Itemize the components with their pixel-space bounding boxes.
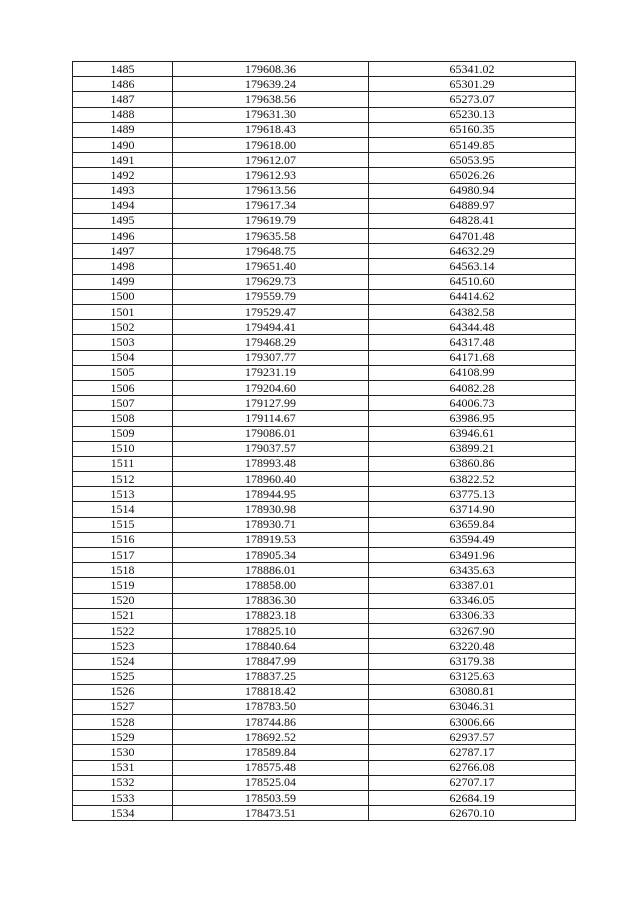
y-coordinate-cell: 63775.13	[369, 487, 576, 502]
x-coordinate-cell: 179639.24	[173, 77, 369, 92]
x-coordinate-cell: 179559.79	[173, 289, 369, 304]
y-coordinate-cell: 64344.48	[369, 320, 576, 335]
y-coordinate-cell: 63435.63	[369, 563, 576, 578]
table-row	[73, 472, 576, 487]
table-row	[73, 213, 576, 228]
y-coordinate-cell: 63822.52	[369, 472, 576, 487]
x-coordinate-cell: 179629.73	[173, 274, 369, 289]
y-coordinate-cell: 63860.86	[369, 456, 576, 471]
point-number-cell: 1516	[73, 532, 173, 547]
y-coordinate-cell: 63387.01	[369, 578, 576, 593]
table-row	[73, 791, 576, 806]
x-coordinate-cell: 179204.60	[173, 380, 369, 395]
x-coordinate-cell: 179613.56	[173, 183, 369, 198]
x-coordinate-cell: 179638.56	[173, 92, 369, 107]
y-coordinate-cell: 63346.05	[369, 593, 576, 608]
point-number-cell: 1495	[73, 213, 173, 228]
x-coordinate-cell: 178858.00	[173, 578, 369, 593]
x-coordinate-cell: 178905.34	[173, 548, 369, 563]
point-number-cell: 1485	[73, 62, 173, 77]
y-coordinate-cell: 62787.17	[369, 745, 576, 760]
y-coordinate-cell: 65230.13	[369, 107, 576, 122]
y-coordinate-cell: 63899.21	[369, 441, 576, 456]
x-coordinate-cell: 178823.18	[173, 608, 369, 623]
table-row	[73, 532, 576, 547]
table-row	[73, 77, 576, 92]
x-coordinate-cell: 178525.04	[173, 775, 369, 790]
x-coordinate-cell: 178473.51	[173, 806, 369, 821]
y-coordinate-cell: 64171.68	[369, 350, 576, 365]
point-number-cell: 1489	[73, 122, 173, 137]
point-number-cell: 1533	[73, 791, 173, 806]
y-coordinate-cell: 63220.48	[369, 639, 576, 654]
point-number-cell: 1508	[73, 411, 173, 426]
point-number-cell: 1498	[73, 259, 173, 274]
table-row	[73, 365, 576, 380]
point-number-cell: 1517	[73, 548, 173, 563]
x-coordinate-cell: 178847.99	[173, 654, 369, 669]
table-row	[73, 578, 576, 593]
x-coordinate-cell: 178886.01	[173, 563, 369, 578]
y-coordinate-cell: 64828.41	[369, 213, 576, 228]
point-number-cell: 1523	[73, 639, 173, 654]
table-row	[73, 669, 576, 684]
y-coordinate-cell: 63006.66	[369, 715, 576, 730]
point-number-cell: 1504	[73, 350, 173, 365]
x-coordinate-cell: 179468.29	[173, 335, 369, 350]
x-coordinate-cell: 179651.40	[173, 259, 369, 274]
y-coordinate-cell: 64382.58	[369, 305, 576, 320]
table-row	[73, 107, 576, 122]
y-coordinate-cell: 64006.73	[369, 396, 576, 411]
table-row	[73, 699, 576, 714]
x-coordinate-cell: 178837.25	[173, 669, 369, 684]
point-number-cell: 1514	[73, 502, 173, 517]
coordinate-table-body	[73, 62, 576, 821]
x-coordinate-cell: 178589.84	[173, 745, 369, 760]
y-coordinate-cell: 65149.85	[369, 137, 576, 152]
point-number-cell: 1520	[73, 593, 173, 608]
x-coordinate-cell: 179618.00	[173, 137, 369, 152]
table-row	[73, 487, 576, 502]
y-coordinate-cell: 64317.48	[369, 335, 576, 350]
y-coordinate-cell: 64510.60	[369, 274, 576, 289]
table-row	[73, 623, 576, 638]
y-coordinate-cell: 63125.63	[369, 669, 576, 684]
x-coordinate-cell: 178692.52	[173, 730, 369, 745]
point-number-cell: 1496	[73, 229, 173, 244]
table-row	[73, 760, 576, 775]
point-number-cell: 1513	[73, 487, 173, 502]
point-number-cell: 1518	[73, 563, 173, 578]
table-row	[73, 289, 576, 304]
point-number-cell: 1506	[73, 380, 173, 395]
x-coordinate-cell: 179631.30	[173, 107, 369, 122]
point-number-cell: 1490	[73, 137, 173, 152]
x-coordinate-cell: 179037.57	[173, 441, 369, 456]
y-coordinate-cell: 62707.17	[369, 775, 576, 790]
table-row	[73, 92, 576, 107]
point-number-cell: 1493	[73, 183, 173, 198]
table-row	[73, 456, 576, 471]
table-row	[73, 806, 576, 821]
y-coordinate-cell: 62670.10	[369, 806, 576, 821]
x-coordinate-cell: 178825.10	[173, 623, 369, 638]
x-coordinate-cell: 179231.19	[173, 365, 369, 380]
point-number-cell: 1500	[73, 289, 173, 304]
x-coordinate-cell: 178944.95	[173, 487, 369, 502]
coordinate-table	[72, 61, 576, 821]
table-row	[73, 715, 576, 730]
table-row	[73, 244, 576, 259]
y-coordinate-cell: 63046.31	[369, 699, 576, 714]
table-row	[73, 730, 576, 745]
y-coordinate-cell: 63491.96	[369, 548, 576, 563]
table-row	[73, 198, 576, 213]
table-row	[73, 502, 576, 517]
x-coordinate-cell: 179618.43	[173, 122, 369, 137]
table-row	[73, 62, 576, 77]
x-coordinate-cell: 179612.07	[173, 153, 369, 168]
table-row	[73, 153, 576, 168]
y-coordinate-cell: 63659.84	[369, 517, 576, 532]
point-number-cell: 1527	[73, 699, 173, 714]
y-coordinate-cell: 64108.99	[369, 365, 576, 380]
y-coordinate-cell: 65160.35	[369, 122, 576, 137]
point-number-cell: 1501	[73, 305, 173, 320]
x-coordinate-cell: 178993.48	[173, 456, 369, 471]
point-number-cell: 1530	[73, 745, 173, 760]
point-number-cell: 1499	[73, 274, 173, 289]
point-number-cell: 1497	[73, 244, 173, 259]
point-number-cell: 1532	[73, 775, 173, 790]
point-number-cell: 1511	[73, 456, 173, 471]
y-coordinate-cell: 63179.38	[369, 654, 576, 669]
y-coordinate-cell: 62684.19	[369, 791, 576, 806]
y-coordinate-cell: 63946.61	[369, 426, 576, 441]
y-coordinate-cell: 65341.02	[369, 62, 576, 77]
table-row	[73, 229, 576, 244]
table-row	[73, 137, 576, 152]
x-coordinate-cell: 179086.01	[173, 426, 369, 441]
table-row	[73, 168, 576, 183]
table-row	[73, 259, 576, 274]
y-coordinate-cell: 63267.90	[369, 623, 576, 638]
x-coordinate-cell: 178818.42	[173, 684, 369, 699]
table-row	[73, 593, 576, 608]
y-coordinate-cell: 63080.81	[369, 684, 576, 699]
table-row	[73, 684, 576, 699]
x-coordinate-cell: 179648.75	[173, 244, 369, 259]
x-coordinate-cell: 179619.79	[173, 213, 369, 228]
table-row	[73, 548, 576, 563]
y-coordinate-cell: 64563.14	[369, 259, 576, 274]
y-coordinate-cell: 65053.95	[369, 153, 576, 168]
table-row	[73, 441, 576, 456]
y-coordinate-cell: 62937.57	[369, 730, 576, 745]
table-row	[73, 183, 576, 198]
point-number-cell: 1519	[73, 578, 173, 593]
point-number-cell: 1505	[73, 365, 173, 380]
y-coordinate-cell: 64980.94	[369, 183, 576, 198]
table-row	[73, 305, 576, 320]
point-number-cell: 1503	[73, 335, 173, 350]
point-number-cell: 1522	[73, 623, 173, 638]
point-number-cell: 1529	[73, 730, 173, 745]
x-coordinate-cell: 178503.59	[173, 791, 369, 806]
table-row	[73, 639, 576, 654]
table-row	[73, 563, 576, 578]
y-coordinate-cell: 64414.62	[369, 289, 576, 304]
x-coordinate-cell: 179114.67	[173, 411, 369, 426]
y-coordinate-cell: 65301.29	[369, 77, 576, 92]
point-number-cell: 1525	[73, 669, 173, 684]
table-row	[73, 335, 576, 350]
point-number-cell: 1509	[73, 426, 173, 441]
y-coordinate-cell: 63594.49	[369, 532, 576, 547]
point-number-cell: 1526	[73, 684, 173, 699]
point-number-cell: 1534	[73, 806, 173, 821]
point-number-cell: 1507	[73, 396, 173, 411]
x-coordinate-cell: 178575.48	[173, 760, 369, 775]
point-number-cell: 1515	[73, 517, 173, 532]
x-coordinate-cell: 179635.58	[173, 229, 369, 244]
table-row	[73, 320, 576, 335]
table-row	[73, 775, 576, 790]
point-number-cell: 1531	[73, 760, 173, 775]
table-row	[73, 274, 576, 289]
table-row	[73, 396, 576, 411]
point-number-cell: 1521	[73, 608, 173, 623]
y-coordinate-cell: 64632.29	[369, 244, 576, 259]
y-coordinate-cell: 64889.97	[369, 198, 576, 213]
table-row	[73, 426, 576, 441]
y-coordinate-cell: 65026.26	[369, 168, 576, 183]
x-coordinate-cell: 179494.41	[173, 320, 369, 335]
x-coordinate-cell: 178744.86	[173, 715, 369, 730]
y-coordinate-cell: 63714.90	[369, 502, 576, 517]
y-coordinate-cell: 64082.28	[369, 380, 576, 395]
point-number-cell: 1524	[73, 654, 173, 669]
y-coordinate-cell: 65273.07	[369, 92, 576, 107]
x-coordinate-cell: 178960.40	[173, 472, 369, 487]
point-number-cell: 1488	[73, 107, 173, 122]
table-row	[73, 350, 576, 365]
y-coordinate-cell: 63306.33	[369, 608, 576, 623]
y-coordinate-cell: 63986.95	[369, 411, 576, 426]
x-coordinate-cell: 178836.30	[173, 593, 369, 608]
x-coordinate-cell: 178919.53	[173, 532, 369, 547]
x-coordinate-cell: 179612.93	[173, 168, 369, 183]
table-row	[73, 411, 576, 426]
x-coordinate-cell: 178840.64	[173, 639, 369, 654]
x-coordinate-cell: 178930.98	[173, 502, 369, 517]
point-number-cell: 1512	[73, 472, 173, 487]
x-coordinate-cell: 179608.36	[173, 62, 369, 77]
x-coordinate-cell: 178930.71	[173, 517, 369, 532]
x-coordinate-cell: 178783.50	[173, 699, 369, 714]
table-row	[73, 517, 576, 532]
table-row	[73, 654, 576, 669]
table-row	[73, 380, 576, 395]
table-row	[73, 608, 576, 623]
table-row	[73, 122, 576, 137]
point-number-cell: 1502	[73, 320, 173, 335]
point-number-cell: 1510	[73, 441, 173, 456]
y-coordinate-cell: 64701.48	[369, 229, 576, 244]
point-number-cell: 1494	[73, 198, 173, 213]
x-coordinate-cell: 179127.99	[173, 396, 369, 411]
point-number-cell: 1491	[73, 153, 173, 168]
point-number-cell: 1528	[73, 715, 173, 730]
point-number-cell: 1492	[73, 168, 173, 183]
table-row	[73, 745, 576, 760]
x-coordinate-cell: 179617.34	[173, 198, 369, 213]
x-coordinate-cell: 179307.77	[173, 350, 369, 365]
point-number-cell: 1486	[73, 77, 173, 92]
x-coordinate-cell: 179529.47	[173, 305, 369, 320]
point-number-cell: 1487	[73, 92, 173, 107]
y-coordinate-cell: 62766.08	[369, 760, 576, 775]
